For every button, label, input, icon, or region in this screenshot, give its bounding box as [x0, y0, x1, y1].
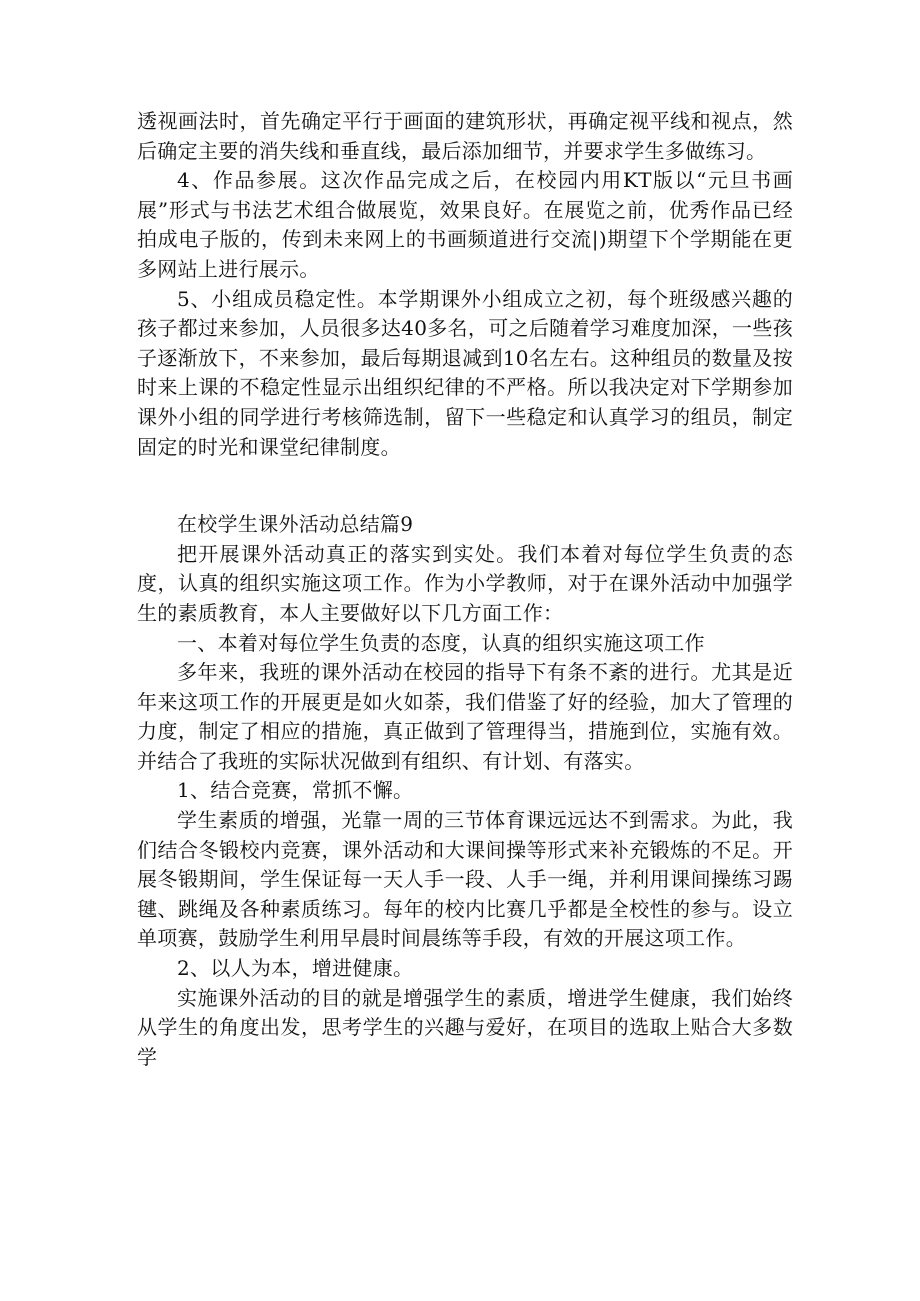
paragraph-exhibition: 4、作品参展。这次作品完成之后，在校园内用KT版以“元旦书画展”形式与书法艺术组合做展览，效果良好。在展览之前，优秀作品已经拍成电子版的，传到未来网上的书画频道进行交流|)期望下个学期能在更多网站上进行展示。 [137, 168, 793, 281]
section-heading: 在校学生课外活动总结篇9 [177, 512, 414, 537]
paragraph-subpoint-two-title: 2、以人为本，增进健康。 [177, 956, 414, 981]
paragraph-intro: 把开展课外活动真正的落实到实处。我们本着对每位学生负责的态度，认真的组织实施这项工作。作为小学教师，对于在课外活动中加强学生的素质教育，本人主要做好以下几方面工作： [137, 541, 793, 625]
document-body [137, 107, 793, 1072]
paragraph-subpoint-two-body: 实施课外活动的目的就是增强学生的素质，增进学生健康，我们始终从学生的角度出发，思考学生的兴趣与爱好，在项目的选取上贴合大多数学 [137, 985, 793, 1069]
paragraph-group-stability: 5、小组成员稳定性。本学期课外小组成立之初，每个班级感兴趣的孩子都过来参加，人员很多达40多名，可之后随着学习难度加深，一些孩子逐渐放下，不来参加，最后每期退减到10名左右。这种组员的数量及按时来上课的不稳定性显示出组织纪律的不严格。所以我决定对下学期参加课外小组的同学进行考核筛选制，留下一些稳定和认真学习的组员，制定固定的时光和课堂纪律制度。 [137, 286, 793, 459]
paragraph-subpoint-one-title: 1、结合竞赛，常抓不懈。 [177, 778, 414, 803]
paragraph-point-one-body: 多年来，我班的课外活动在校园的指导下有条不紊的进行。尤其是近年来这项工作的开展更是如火如荼，我们借鉴了好的经验，加大了管理的力度，制定了相应的措施，真正做到了管理得当，措施到位，实施有效。并结合了我班的实际状况做到有组织、有计划、有落实。 [137, 660, 793, 773]
paragraph-point-one-title: 一、本着对每位学生负责的态度，认真的组织实施这项工作 [177, 630, 705, 655]
paragraph-continuation: 透视画法时，首先确定平行于画面的建筑形状，再确定视平线和视点，然后确定主要的消失线和垂直线，最后添加细节，并要求学生多做练习。 [137, 109, 793, 163]
paragraph-subpoint-one-body: 学生素质的增强，光靠一周的三节体育课远远达不到需求。为此，我们结合冬锻校内竞赛，课外活动和大课间操等形式来补充锻炼的不足。开展冬锻期间，学生保证每一天人手一段、人手一绳，并利用课间操练习踢毽、跳绳及各种素质练习。每年的校内比赛几乎都是全校性的参与。设立单项赛，鼓励学生利用早晨时间晨练等手段，有效的开展这项工作。 [137, 808, 793, 951]
